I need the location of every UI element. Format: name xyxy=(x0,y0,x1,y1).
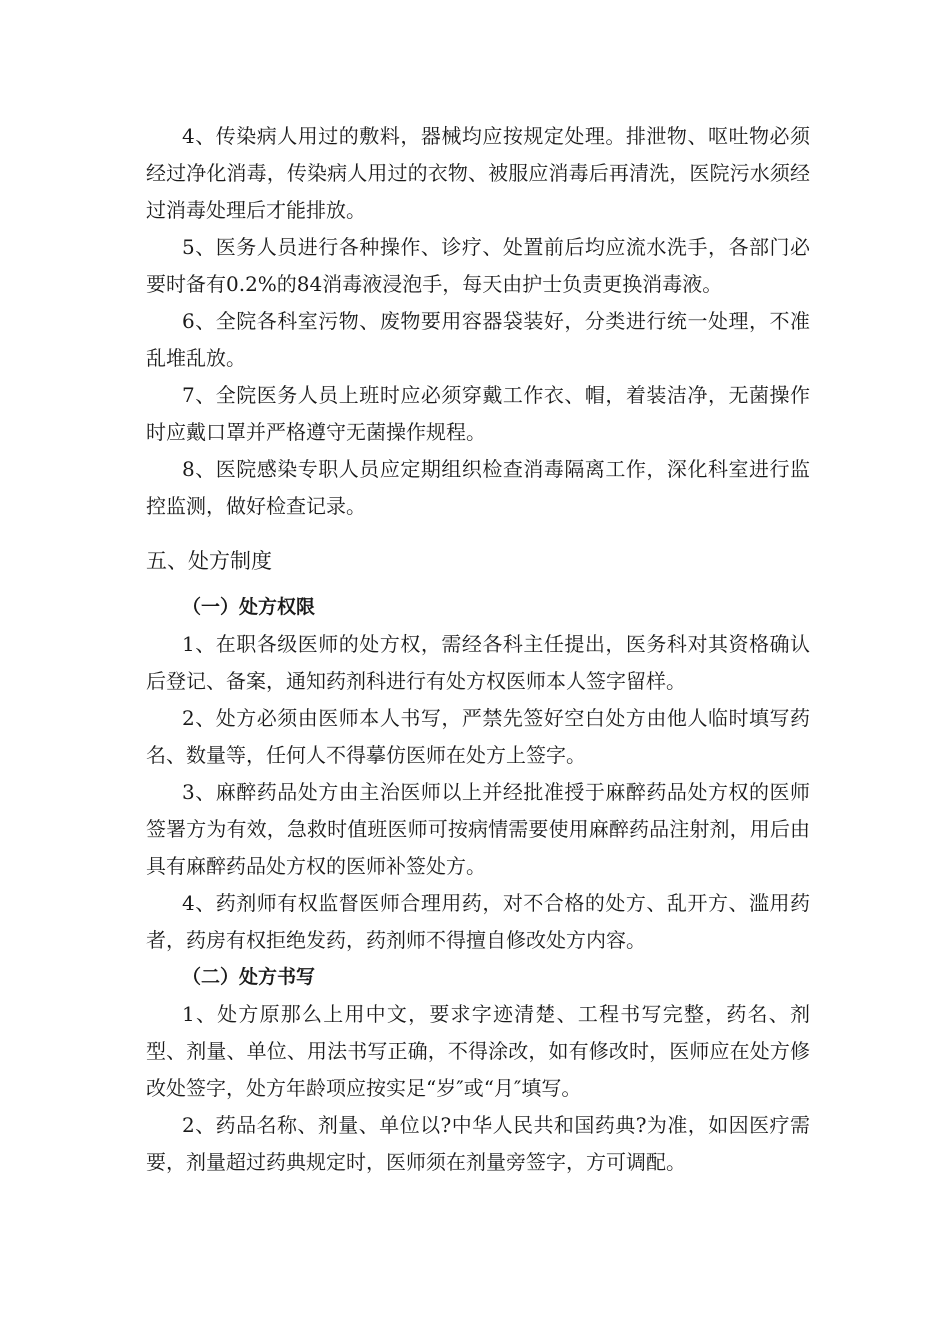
paragraph-disposal: 4、传染病人用过的敷料，器械均应按规定处理。排泄物、呕吐物必须经过净化消毒，传染病人用过的衣物、被服应消毒后再清洗，医院污水须经过消毒处理后才能排放。 xyxy=(146,124,810,222)
document-body xyxy=(146,118,810,1181)
subsection-heading-writing: （二）处方书写 xyxy=(182,966,316,988)
paragraph-authority-2: 2、处方必须由医师本人书写，严禁先签好空白处方由他人临时填写药名、数量等，任何人不得摹仿医师在处方上签字。 xyxy=(146,706,810,767)
paragraph-authority-3: 3、麻醉药品处方由主治医师以上并经批准授于麻醉药品处方权的医师签署方为有效，急救时值班医师可按病情需要使用麻醉药品注射剂，用后由具有麻醉药品处方权的医师补签处方。 xyxy=(146,780,810,878)
paragraph-writing-2: 2、药品名称、剂量、单位以?中华人民共和国药典?为准，如因医疗需要，剂量超过药典规定时，医师须在剂量旁签字，方可调配。 xyxy=(146,1113,810,1174)
paragraph-attire: 7、全院医务人员上班时应必须穿戴工作衣、帽，着装洁净，无菌操作时应戴口罩并严格遵守无菌操作规程。 xyxy=(146,383,810,444)
paragraph-authority-1: 1、在职各级医师的处方权，需经各科主任提出，医务科对其资格确认后登记、备案，通知药剂科进行有处方权医师本人签字留样。 xyxy=(146,632,810,693)
subsection-heading-authority: （一）处方权限 xyxy=(182,596,316,618)
paragraph-handwashing: 5、医务人员进行各种操作、诊疗、处置前后均应流水洗手，各部门必要时备有0.2%的84消毒液浸泡手，每天由护士负责更换消毒液。 xyxy=(146,235,810,296)
paragraph-writing-1: 1、处方原那么上用中文，要求字迹清楚、工程书写完整，药名、剂型、剂量、单位、用法书写正确，不得涂改，如有修改时，医师应在处方修改处签字，处方年龄项应按实足“岁″或“月″填写。 xyxy=(146,1002,810,1100)
section-heading: 五、处方制度 xyxy=(146,549,272,573)
paragraph-waste: 6、全院各科室污物、废物要用容器袋装好，分类进行统一处理，不准乱堆乱放。 xyxy=(146,309,810,370)
paragraph-authority-4: 4、药剂师有权监督医师合理用药，对不合格的处方、乱开方、滥用药者，药房有权拒绝发药，药剂师不得擅自修改处方内容。 xyxy=(146,891,810,952)
paragraph-inspection: 8、医院感染专职人员应定期组织检查消毒隔离工作，深化科室进行监控监测，做好检查记录。 xyxy=(146,457,810,518)
